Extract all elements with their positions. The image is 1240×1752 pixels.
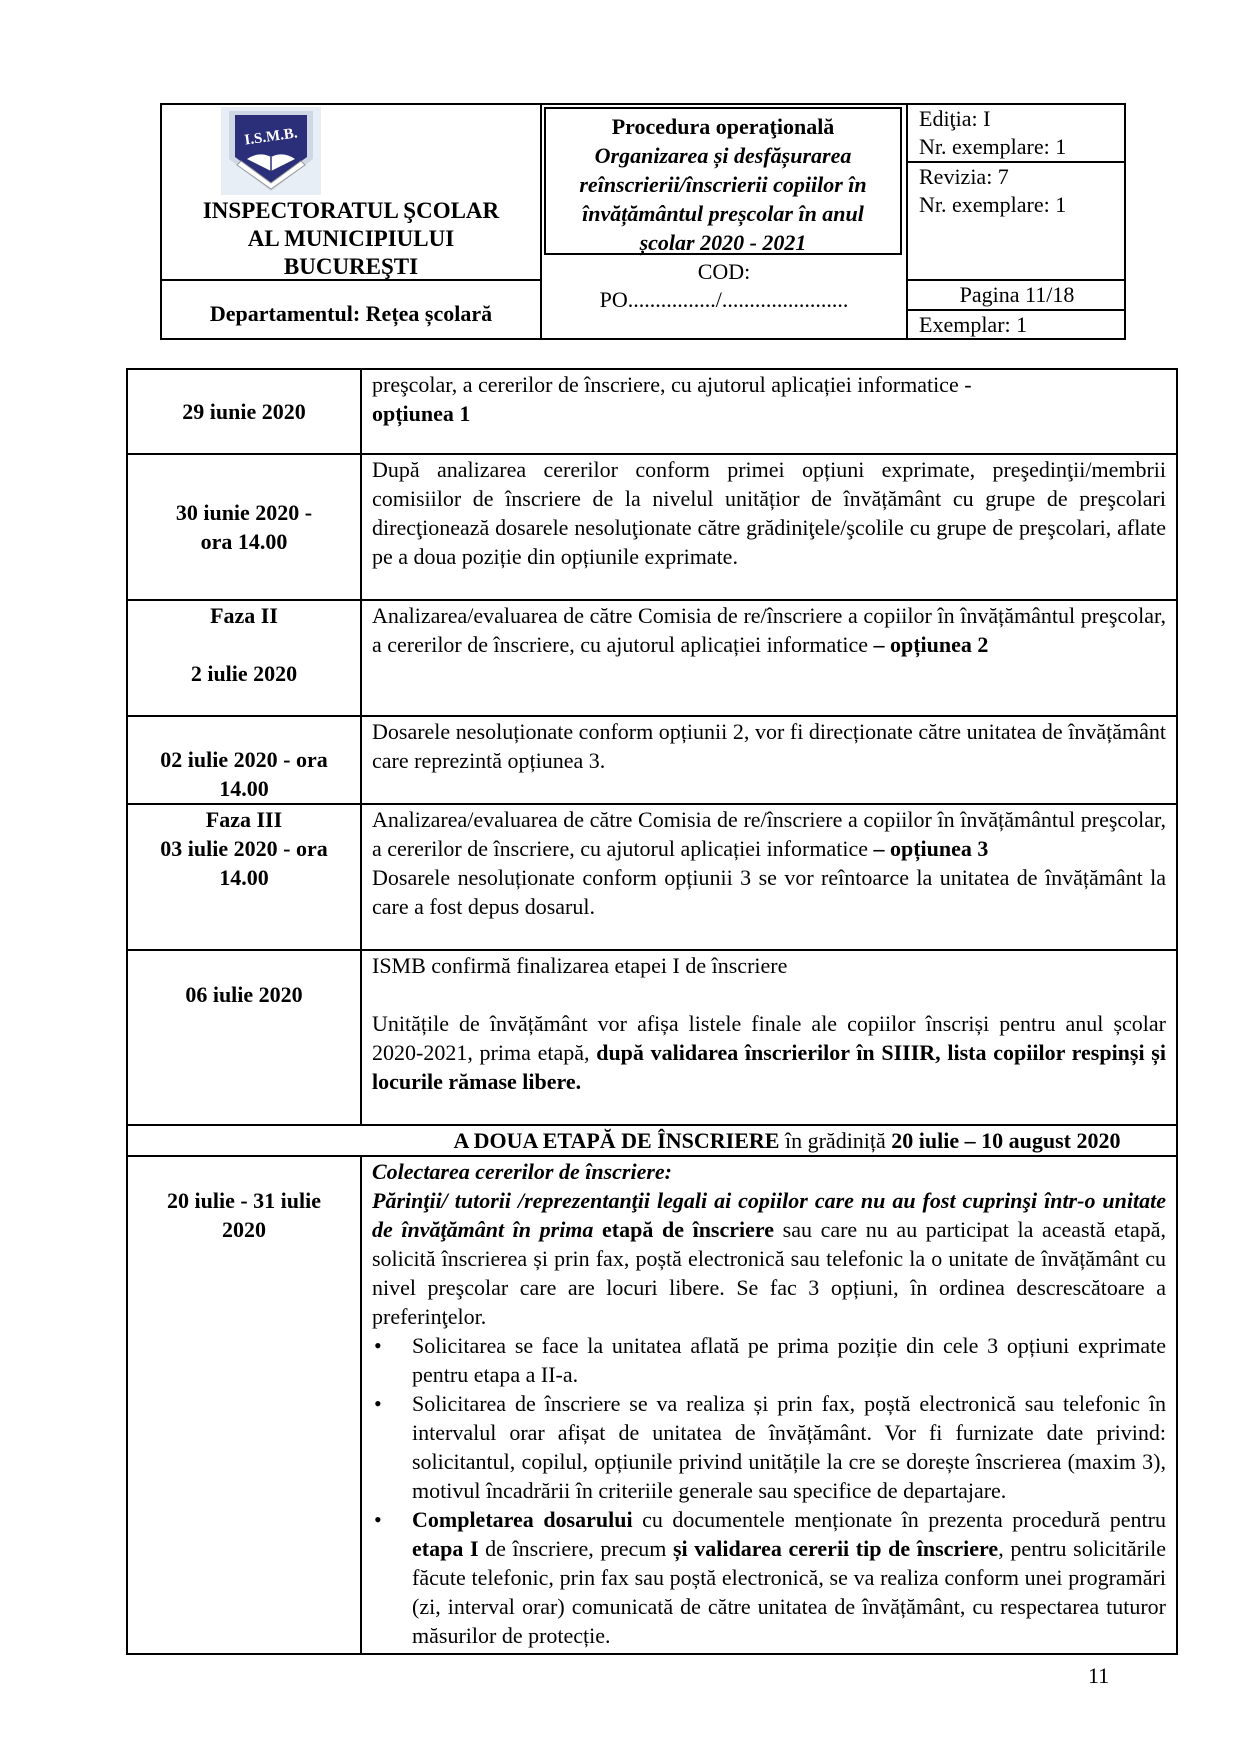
table-row xyxy=(127,454,1177,600)
list-item-text: , pentru solicitările făcute telefonic, prin fax sau poștă electronică, se va realiza conform unei programări (zi, interval orar) comunicată de către unitatea de învățământ, cu respectarea tuturor măsurilor de protecție. xyxy=(412,1536,1167,1648)
table-row xyxy=(127,716,1177,804)
copy-indicator: Exemplar: 1 xyxy=(919,312,1028,337)
description-cell xyxy=(361,1156,1177,1654)
date-text: 29 iunie 2020 xyxy=(182,399,306,424)
org-name-line: BUCUREŞTI xyxy=(283,254,419,279)
date-text: 2 iulie 2020 xyxy=(190,661,298,686)
table-row xyxy=(127,950,1177,1125)
description-text: După analizarea cererilor conform primei opțiuni exprimate, preşedinţii/membrii comisiilor de înscriere de la nivelul unitățior de învățământ cu grupe de preşcolari direcţionează dosarele nesoluţionate către grădiniţele/şcolile cu grupe de preşcolari, aflate pe a doua poziție din opțiunile exprimate. xyxy=(372,457,1166,569)
description-text: Dosarele nesoluționate conform opțiunii 3 se vor reîntoarce la unitatea de învățământ la care a fost depus dosarul. xyxy=(372,865,1166,919)
header-title-cell xyxy=(542,105,908,340)
date-cell xyxy=(127,950,361,1125)
section-heading xyxy=(127,1125,1177,1156)
doc-type: Procedura operaţională xyxy=(611,114,835,139)
list-item-bold: Completarea dosarului xyxy=(412,1507,633,1532)
date-text: 30 iunie 2020 - xyxy=(175,500,313,525)
page-number: 11 xyxy=(1088,1663,1110,1688)
header-meta-cell xyxy=(908,105,1126,340)
date-text: 2020 xyxy=(222,1217,266,1242)
cod-block xyxy=(542,258,906,314)
description-text: Dosarele nesoluționate conform opțiunii 2, vor fi direcționate către unitatea de învățământ care reprezintă opțiunea 3. xyxy=(372,719,1166,773)
description-cell xyxy=(361,950,1177,1125)
revision-block xyxy=(908,163,1126,281)
copies-count: Nr. exemplare: 1 xyxy=(919,192,1067,217)
date-text: 06 iulie 2020 xyxy=(185,982,303,1007)
date-cell xyxy=(127,369,361,454)
description-cell xyxy=(361,454,1177,600)
description-bold-italic: Părinţii/ tutorii /reprezentanţii legali ai copiilor care nu au fost cuprinşi într-o unitate de învăţământ în prima xyxy=(372,1188,1166,1242)
section-heading-text: în grădiniță xyxy=(779,1128,892,1153)
subsection-heading: Colectarea cererilor de înscriere: xyxy=(372,1159,672,1184)
description-bold: etapă de înscriere xyxy=(593,1217,775,1242)
date-cell xyxy=(127,600,361,716)
description-text: sau care nu au participat la această etapă, solicită înscrierea și prin fax, poștă electronică sau telefonic la o unitate de învățământ cu nivel preşcolar care are locuri libere. Se fac 3 opțiuni, în ordinea descrescătoare a preferinţelor. xyxy=(372,1217,1166,1329)
org-name-line: AL MUNICIPIULUI xyxy=(247,226,455,251)
date-text: 14.00 xyxy=(219,776,269,801)
shield-book-icon xyxy=(221,107,321,195)
header-org-cell xyxy=(162,105,542,340)
section-heading-dates: 20 iulie – 10 august 2020 xyxy=(891,1128,1121,1153)
date-text: 02 iulie 2020 - ora xyxy=(160,747,328,772)
org-block xyxy=(162,105,540,281)
description-text: Analizarea/evaluarea de către Comisia de re/înscriere a copiilor în învățământul preşcolar, a cererilor de înscriere, cu ajutorul aplicației informatice xyxy=(372,807,1166,861)
phase-label: Faza III xyxy=(205,807,283,832)
description-text: ISMB confirmă finalizarea etapei I de înscriere xyxy=(372,953,788,978)
procedure-title-box xyxy=(544,107,902,255)
date-cell xyxy=(127,716,361,804)
description-cell xyxy=(361,804,1177,950)
description-bold: după validarea înscrierilor în SIIIR, lista copiilor respinși și locurile rămase libere. xyxy=(372,1040,1166,1094)
list-item-text: de înscriere, precum xyxy=(478,1536,673,1561)
description-text: Unitățile de învățământ vor afișa listele finale ale copiilor înscriși pentru anul școlar 2020-2021, prima etapă, xyxy=(372,1011,1166,1065)
org-name xyxy=(162,197,540,281)
phase-label: Faza II xyxy=(210,603,278,628)
description-text: Analizarea/evaluarea de către Comisia de re/înscriere a copiilor în învățământul preşcolar, a cererilor de înscriere, cu ajutorul aplicației informatice xyxy=(372,603,1166,657)
date-text: 20 iulie - 31 iulie xyxy=(167,1188,321,1213)
department-label: Departamentul: Rețea școlară xyxy=(209,301,493,326)
document-header xyxy=(160,103,1126,340)
date-cell xyxy=(127,804,361,950)
doc-title-line: școlar 2020 - 2021 xyxy=(639,230,807,255)
table-row xyxy=(127,600,1177,716)
org-name-line: INSPECTORATUL ŞCOLAR xyxy=(202,198,500,223)
doc-title-line: învățământul preșcolar în anul xyxy=(582,201,864,226)
list-item xyxy=(412,1389,1166,1505)
list-item xyxy=(412,1331,1166,1389)
section-heading-row xyxy=(127,1125,1177,1156)
description-text: preşcolar, a cererilor de înscriere, cu ajutorul aplicației informatice - xyxy=(372,372,972,397)
list-item-bold: și validarea cererii tip de înscriere xyxy=(673,1536,999,1561)
edition-block xyxy=(908,105,1126,163)
date-cell xyxy=(127,454,361,600)
description-bold: – opțiunea 3 xyxy=(873,836,989,861)
bullet-list xyxy=(372,1331,1166,1650)
list-item-text: Solicitarea se face la unitatea aflată pe prima poziție din cele 3 opțiuni exprimate pentru etapa a II-a. xyxy=(412,1333,1166,1387)
description-bold: – opțiunea 2 xyxy=(873,632,989,657)
doc-title-line: Organizarea și desfășurarea xyxy=(594,143,852,168)
description-cell xyxy=(361,369,1177,454)
copies-count: Nr. exemplare: 1 xyxy=(919,134,1067,159)
date-text: ora 14.00 xyxy=(200,529,288,554)
edition: Ediţia: I xyxy=(919,106,991,131)
list-item xyxy=(412,1505,1166,1650)
svg-text:I.S.M.B.: I.S.M.B. xyxy=(243,125,299,149)
cod-label: COD: xyxy=(697,259,751,284)
description-bold: opțiunea 1 xyxy=(372,401,471,426)
section-heading-bold: A DOUA ETAPĂ DE ÎNSCRIERE xyxy=(453,1128,780,1153)
revision: Revizia: 7 xyxy=(919,164,1009,189)
ismb-logo xyxy=(221,107,321,195)
table-row xyxy=(127,1156,1177,1654)
cod-value: PO................/....................... xyxy=(599,287,849,312)
doc-title-line: reînscrierii/înscrierii copiilor în xyxy=(579,172,867,197)
list-item-text: Solicitarea de înscriere se va realiza și prin fax, poștă electronică sau telefonic în intervalul orar afișat de unitatea de învățământ. Vor fi furnizate date privind: solicitantul, copilul, opțiunile privind unitățile la cre se dorește înscrierea (maxim 3), motivul încadrării în criteriile generale sau specifice de departajare. xyxy=(412,1391,1166,1503)
list-item-bold: etapa I xyxy=(412,1536,479,1561)
schedule-table xyxy=(126,368,1178,1655)
table-row xyxy=(127,804,1177,950)
date-text: 03 iulie 2020 - ora xyxy=(160,836,328,861)
list-item-text: cu documentele menționate în prezenta procedură pentru xyxy=(632,1507,1166,1532)
table-row xyxy=(127,369,1177,454)
page-indicator: Pagina 11/18 xyxy=(908,281,1126,311)
date-cell xyxy=(127,1156,361,1654)
date-text: 14.00 xyxy=(219,865,269,890)
description-cell xyxy=(361,600,1177,716)
description-cell xyxy=(361,716,1177,804)
